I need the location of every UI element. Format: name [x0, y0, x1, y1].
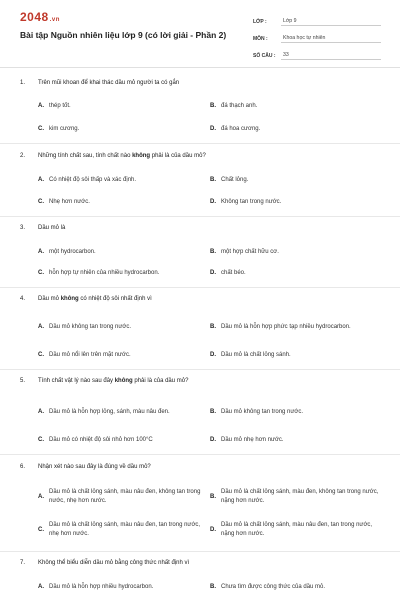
- answer-option[interactable]: A. thép tốt.: [38, 102, 71, 109]
- header-divider: [0, 67, 400, 68]
- answer-option[interactable]: C. hỗn hợp tự nhiên của nhiều hydrocarbon.: [38, 269, 160, 276]
- question-text: 6. Nhận xét nào sau đây là đúng về dầu mỏ?: [20, 464, 151, 470]
- meta-value: Khoa học tự nhiên: [281, 35, 381, 43]
- answer-option[interactable]: D. Dầu mỏ là chất lỏng sánh, màu nâu đen, tan trong nước, nặng hơn nước.: [210, 522, 373, 537]
- meta-row-subject: [253, 29, 381, 43]
- answer-option[interactable]: B. Dầu mỏ là hỗn hợp phức tạp nhiều hydrocarbon.: [210, 323, 351, 330]
- answer-option[interactable]: A. một hydrocarbon.: [38, 248, 96, 255]
- answer-option[interactable]: A. Có nhiệt độ sôi thấp và xác định.: [38, 176, 137, 183]
- answer-option[interactable]: C. Dầu mỏ nổi lên trên mặt nước.: [38, 351, 131, 358]
- answer-option[interactable]: A. Dầu mỏ là hỗn hợp lỏng, sánh, màu nâu đen.: [38, 408, 170, 415]
- meta-panel: [253, 12, 381, 63]
- meta-row-count: [253, 46, 381, 60]
- question-text: 7. Không thể biểu diễn dầu mỏ bằng công thức nhất định vì: [20, 560, 190, 566]
- logo-text: 2048: [20, 10, 49, 24]
- answer-option[interactable]: A. Dầu mỏ không tan trong nước.: [38, 323, 131, 330]
- question-text: 1. Trên mũi khoan để khai thác dầu mỏ người ta có gắn: [20, 80, 180, 86]
- answer-option[interactable]: C. Dầu mỏ là chất lỏng sánh, màu nâu đen, tan trong nước, nhẹ hơn nước.: [38, 522, 201, 537]
- answer-option[interactable]: C. kim cương.: [38, 125, 80, 132]
- question-divider: [0, 216, 400, 217]
- answer-option[interactable]: B. một hợp chất hữu cơ.: [210, 248, 279, 255]
- answer-option[interactable]: C. Nhẹ hơn nước.: [38, 198, 90, 205]
- question-divider: [0, 369, 400, 370]
- meta-value: 33: [281, 52, 381, 60]
- document-title: Bài tập Nguồn nhiên liệu lớp 9 (có lời giải - Phần 2): [20, 30, 227, 40]
- question-divider: [0, 551, 400, 552]
- meta-value: Lớp 9: [281, 18, 381, 26]
- answer-option[interactable]: A. Dầu mỏ là hỗn hợp nhiều hydrocarbon.: [38, 583, 154, 590]
- answer-option[interactable]: B. Dầu mỏ là chất lỏng sánh, màu đen, không tan trong nước, nặng hơn nước.: [210, 489, 379, 504]
- page-header: [0, 0, 400, 64]
- question-divider: [0, 143, 400, 144]
- answer-option[interactable]: C. Dầu mỏ có nhiệt độ sôi nhỏ hơn 100°C: [38, 436, 153, 443]
- answer-option[interactable]: B. Chưa tìm được công thức của dầu mỏ.: [210, 583, 326, 590]
- answer-option[interactable]: D. đá hoa cương.: [210, 125, 261, 132]
- answer-option[interactable]: B. đá thạch anh.: [210, 102, 258, 109]
- question-text: 3. Dầu mỏ là: [20, 225, 66, 231]
- answer-option[interactable]: D. Không tan trong nước.: [210, 198, 282, 205]
- site-logo[interactable]: [20, 10, 60, 24]
- logo-suffix: .vn: [49, 17, 60, 23]
- answer-option[interactable]: B. Chất lỏng.: [210, 176, 249, 183]
- question-text: 2. Những tính chất sau, tính chất nào không phải là của dầu mỏ?: [20, 153, 206, 159]
- question-divider: [0, 454, 400, 455]
- answer-option[interactable]: B. Dầu mỏ không tan trong nước.: [210, 408, 303, 415]
- answer-option[interactable]: D. Dầu mỏ nhẹ hơn nước.: [210, 436, 284, 443]
- meta-label: MÔN :: [253, 36, 268, 42]
- question-divider: [0, 287, 400, 288]
- answer-option[interactable]: A. Dầu mỏ là chất lỏng sánh, màu nâu đen, không tan trong nước, nhẹ hơn nước.: [38, 489, 201, 504]
- meta-row-class: [253, 12, 381, 26]
- question-text: 5. Tính chất vật lý nào sau đây không phải là của dầu mỏ?: [20, 378, 189, 384]
- question-text: 4. Dầu mỏ không có nhiệt độ sôi nhất định vì: [20, 296, 152, 302]
- meta-label: LỚP :: [253, 19, 267, 25]
- answer-option[interactable]: D. Dầu mỏ là chất lỏng sánh.: [210, 351, 291, 358]
- answer-option[interactable]: D. chất béo.: [210, 269, 246, 276]
- meta-label: SỐ CÂU :: [253, 53, 276, 59]
